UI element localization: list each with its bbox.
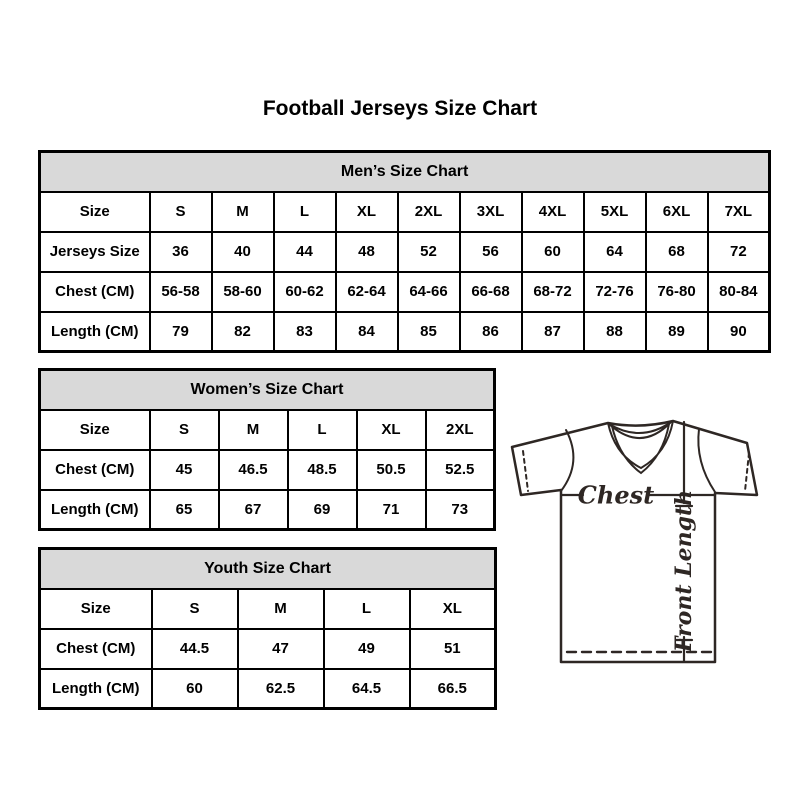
value-cell: 5XL bbox=[584, 192, 646, 232]
value-cell: 44.5 bbox=[152, 629, 238, 669]
value-cell: 50.5 bbox=[357, 450, 426, 490]
value-cell: 64 bbox=[584, 232, 646, 272]
value-cell: 44 bbox=[274, 232, 336, 272]
row-label-cell: Length (CM) bbox=[40, 490, 150, 530]
table-row bbox=[40, 410, 495, 450]
value-cell: 80-84 bbox=[708, 272, 770, 312]
value-cell: 46.5 bbox=[219, 450, 288, 490]
front-length-label: Front Length bbox=[671, 489, 697, 653]
table-row bbox=[40, 192, 770, 232]
table-row bbox=[40, 669, 496, 709]
value-cell: XL bbox=[336, 192, 398, 232]
youth-table-title: Youth Size Chart bbox=[40, 549, 496, 589]
row-label-cell: Length (CM) bbox=[40, 312, 150, 352]
row-label-cell: Chest (CM) bbox=[40, 450, 150, 490]
table-row bbox=[40, 490, 495, 530]
value-cell: L bbox=[324, 589, 410, 629]
row-label-cell: Chest (CM) bbox=[40, 629, 152, 669]
table-header-row bbox=[40, 152, 770, 192]
value-cell: 79 bbox=[150, 312, 212, 352]
value-cell: 60 bbox=[522, 232, 584, 272]
womens-size-table bbox=[38, 368, 496, 531]
mens-table-title: Men’s Size Chart bbox=[40, 152, 770, 192]
value-cell: 64-66 bbox=[398, 272, 460, 312]
value-cell: M bbox=[212, 192, 274, 232]
value-cell: 60-62 bbox=[274, 272, 336, 312]
youth-size-table bbox=[38, 547, 497, 710]
jersey-diagram bbox=[503, 400, 778, 675]
value-cell: 60 bbox=[152, 669, 238, 709]
value-cell: L bbox=[274, 192, 336, 232]
jersey-outline bbox=[512, 421, 757, 662]
value-cell: 64.5 bbox=[324, 669, 410, 709]
value-cell: XL bbox=[410, 589, 496, 629]
value-cell: 49 bbox=[324, 629, 410, 669]
value-cell: 48.5 bbox=[288, 450, 357, 490]
table-row bbox=[40, 589, 496, 629]
value-cell: 66.5 bbox=[410, 669, 496, 709]
page-title: Football Jerseys Size Chart bbox=[262, 97, 538, 120]
value-cell: 47 bbox=[238, 629, 324, 669]
value-cell: 87 bbox=[522, 312, 584, 352]
value-cell: 7XL bbox=[708, 192, 770, 232]
table-row bbox=[40, 450, 495, 490]
row-label-cell: Chest (CM) bbox=[40, 272, 150, 312]
table-row bbox=[40, 629, 496, 669]
value-cell: 90 bbox=[708, 312, 770, 352]
value-cell: 62-64 bbox=[336, 272, 398, 312]
value-cell: 82 bbox=[212, 312, 274, 352]
value-cell: XL bbox=[357, 410, 426, 450]
value-cell: 68-72 bbox=[522, 272, 584, 312]
value-cell: 58-60 bbox=[212, 272, 274, 312]
chest-label: Chest bbox=[577, 480, 655, 510]
table-header-row bbox=[40, 549, 496, 589]
value-cell: 83 bbox=[274, 312, 336, 352]
table-row bbox=[40, 272, 770, 312]
value-cell: 89 bbox=[646, 312, 708, 352]
value-cell: 40 bbox=[212, 232, 274, 272]
value-cell: 4XL bbox=[522, 192, 584, 232]
table-row bbox=[40, 312, 770, 352]
value-cell: S bbox=[150, 192, 212, 232]
row-label-cell: Size bbox=[40, 192, 150, 232]
value-cell: 48 bbox=[336, 232, 398, 272]
value-cell: 72-76 bbox=[584, 272, 646, 312]
value-cell: S bbox=[150, 410, 219, 450]
table-row bbox=[40, 232, 770, 272]
value-cell: 69 bbox=[288, 490, 357, 530]
value-cell: 76-80 bbox=[646, 272, 708, 312]
value-cell: 52 bbox=[398, 232, 460, 272]
value-cell: 62.5 bbox=[238, 669, 324, 709]
value-cell: 56-58 bbox=[150, 272, 212, 312]
value-cell: 45 bbox=[150, 450, 219, 490]
value-cell: M bbox=[219, 410, 288, 450]
value-cell: 2XL bbox=[426, 410, 495, 450]
row-label-cell: Size bbox=[40, 410, 150, 450]
value-cell: 86 bbox=[460, 312, 522, 352]
table-header-row bbox=[40, 370, 495, 410]
mens-size-table bbox=[38, 150, 771, 353]
value-cell: 3XL bbox=[460, 192, 522, 232]
value-cell: 6XL bbox=[646, 192, 708, 232]
value-cell: 72 bbox=[708, 232, 770, 272]
value-cell: 66-68 bbox=[460, 272, 522, 312]
womens-table-title: Women’s Size Chart bbox=[40, 370, 495, 410]
value-cell: 2XL bbox=[398, 192, 460, 232]
row-label-cell: Length (CM) bbox=[40, 669, 152, 709]
row-label-cell: Jerseys Size bbox=[40, 232, 150, 272]
value-cell: 65 bbox=[150, 490, 219, 530]
value-cell: 88 bbox=[584, 312, 646, 352]
value-cell: 73 bbox=[426, 490, 495, 530]
value-cell: 36 bbox=[150, 232, 212, 272]
value-cell: 67 bbox=[219, 490, 288, 530]
value-cell: 68 bbox=[646, 232, 708, 272]
value-cell: L bbox=[288, 410, 357, 450]
value-cell: 56 bbox=[460, 232, 522, 272]
value-cell: 84 bbox=[336, 312, 398, 352]
value-cell: 85 bbox=[398, 312, 460, 352]
row-label-cell: Size bbox=[40, 589, 152, 629]
value-cell: M bbox=[238, 589, 324, 629]
value-cell: 71 bbox=[357, 490, 426, 530]
value-cell: 52.5 bbox=[426, 450, 495, 490]
value-cell: S bbox=[152, 589, 238, 629]
value-cell: 51 bbox=[410, 629, 496, 669]
